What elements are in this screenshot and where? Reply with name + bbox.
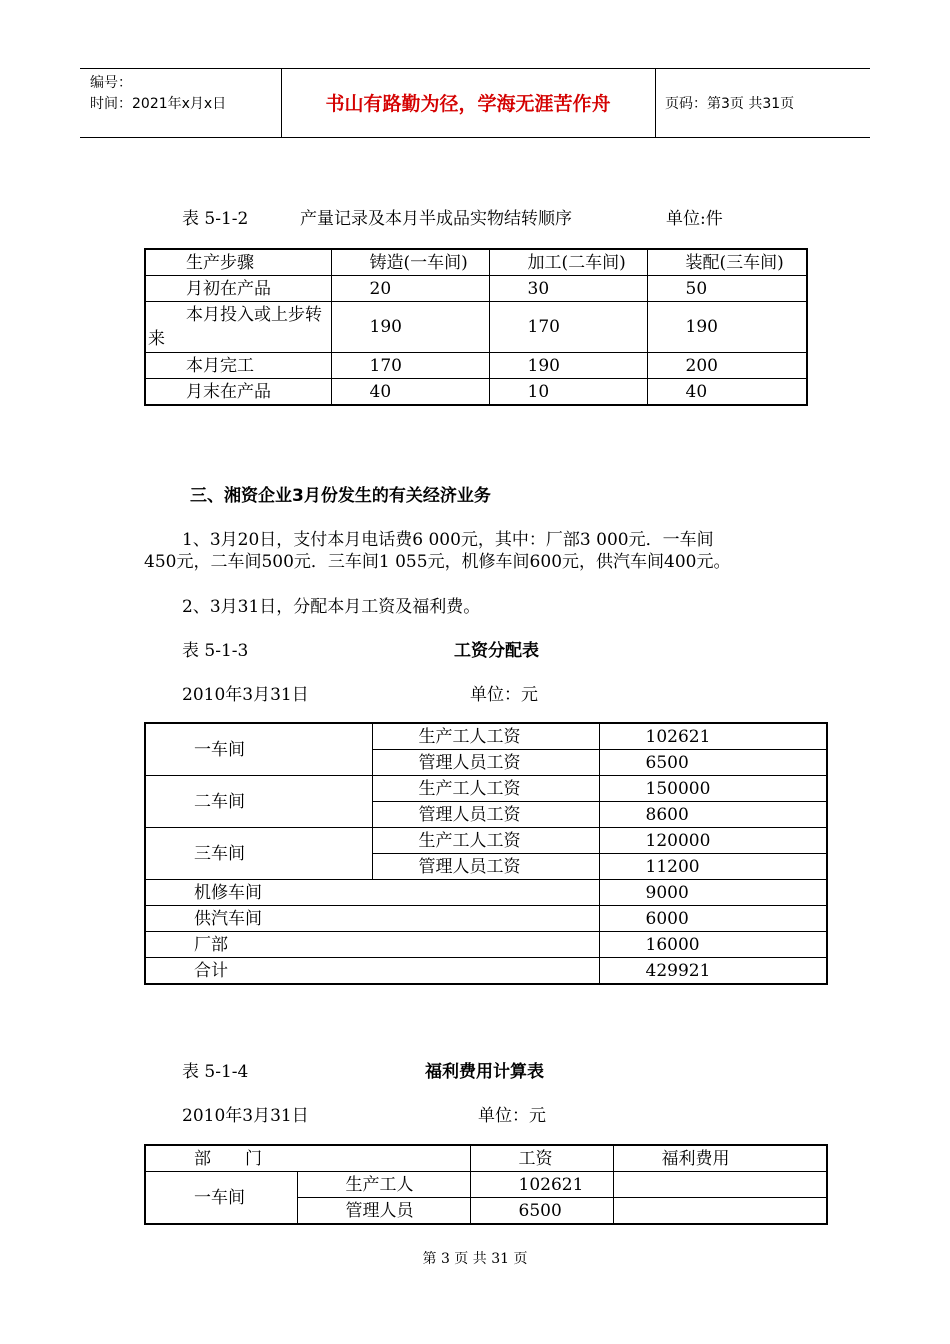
welfare-calculation-table xyxy=(144,1144,828,1225)
table-row xyxy=(145,379,807,406)
item-cell: 管理人员 xyxy=(297,1198,470,1225)
header-cell: 加工(二车间) xyxy=(489,249,647,276)
value-cell: 102621 xyxy=(470,1172,613,1198)
table-cell: 50 xyxy=(647,276,807,302)
item-cell: 生产工人工资 xyxy=(372,776,599,802)
department-cell: 一车间 xyxy=(145,1172,297,1225)
department-cell: 供汽车间 xyxy=(145,906,599,932)
item-cell: 管理人员工资 xyxy=(372,854,599,880)
table-cell: 本月投入或上步转来 xyxy=(145,302,331,353)
paragraph-line: 450元，二车间500元．三车间1 055元，机修车间600元，供汽车间400元。 xyxy=(144,552,731,572)
value-cell xyxy=(613,1172,827,1198)
item-cell: 管理人员工资 xyxy=(372,802,599,828)
value-cell: 120000 xyxy=(599,828,827,854)
table-cell: 20 xyxy=(331,276,489,302)
table-row xyxy=(145,776,827,802)
value-cell: 6500 xyxy=(599,750,827,776)
table3-date: 2010年3月31日 xyxy=(182,1106,309,1126)
section-heading: 三、湘资企业3月份发生的有关经济业务 xyxy=(190,486,491,506)
department-cell: 一车间 xyxy=(145,723,372,776)
value-cell: 150000 xyxy=(599,776,827,802)
table-row xyxy=(145,353,807,379)
value-cell: 9000 xyxy=(599,880,827,906)
department-cell: 二车间 xyxy=(145,776,372,828)
table2-caption-id: 表 5-1-3 xyxy=(182,641,249,661)
table-cell: 30 xyxy=(489,276,647,302)
table3-unit: 单位：元 xyxy=(478,1106,546,1126)
header-meta xyxy=(90,73,226,115)
production-table xyxy=(144,248,808,406)
paragraph-line: 2、3月31日，分配本月工资及福利费。 xyxy=(182,597,481,617)
wage-allocation-table xyxy=(144,722,828,985)
table2-caption-title: 工资分配表 xyxy=(454,641,539,661)
item-cell: 生产工人工资 xyxy=(372,723,599,750)
value-cell: 16000 xyxy=(599,932,827,958)
table-cell: 本月完工 xyxy=(145,353,331,379)
value-cell: 6500 xyxy=(470,1198,613,1225)
table-header-row xyxy=(145,249,807,276)
value-cell: 8600 xyxy=(599,802,827,828)
table-row xyxy=(145,302,807,353)
department-cell: 厂部 xyxy=(145,932,599,958)
header-motto: 书山有路勤为径，学海无涯苦作舟 xyxy=(325,93,611,115)
table-cell: 200 xyxy=(647,353,807,379)
table1-caption-unit: 单位:件 xyxy=(666,209,723,229)
table-row xyxy=(145,932,827,958)
table-cell: 40 xyxy=(647,379,807,406)
table-cell: 190 xyxy=(489,353,647,379)
table-header-row xyxy=(145,1145,827,1172)
table-row xyxy=(145,276,807,302)
total-label-cell: 合计 xyxy=(145,958,599,985)
item-cell: 管理人员工资 xyxy=(372,750,599,776)
table1-caption-id: 表 5-1-2 xyxy=(182,209,249,229)
table-row xyxy=(145,906,827,932)
item-cell: 生产工人 xyxy=(297,1172,470,1198)
page-number-label: 页码：第3页 共31页 xyxy=(665,96,795,112)
table-cell: 40 xyxy=(331,379,489,406)
table-cell: 10 xyxy=(489,379,647,406)
department-cell: 三车间 xyxy=(145,828,372,880)
table1-caption-title: 产量记录及本月半成品实物结转顺序 xyxy=(300,209,572,229)
table-cell: 月末在产品 xyxy=(145,379,331,406)
table-cell: 170 xyxy=(331,353,489,379)
total-value-cell: 429921 xyxy=(599,958,827,985)
table-cell: 170 xyxy=(489,302,647,353)
date-label: 时间：2021年x月x日 xyxy=(90,96,227,112)
header-cell: 福利费用 xyxy=(613,1145,827,1172)
value-cell: 11200 xyxy=(599,854,827,880)
number-label: 编号： xyxy=(90,75,132,91)
header-cell: 工资 xyxy=(470,1145,613,1172)
table3-caption-title: 福利费用计算表 xyxy=(425,1062,544,1082)
table-row xyxy=(145,880,827,906)
value-cell: 6000 xyxy=(599,906,827,932)
header-cell: 生产步骤 xyxy=(145,249,331,276)
header-cell: 部 门 xyxy=(145,1145,470,1172)
table-cell: 190 xyxy=(331,302,489,353)
item-cell: 生产工人工资 xyxy=(372,828,599,854)
table-row xyxy=(145,828,827,854)
table-row xyxy=(145,958,827,985)
page-footer: 第 3 页 共 31 页 xyxy=(422,1251,528,1267)
table3-caption-id: 表 5-1-4 xyxy=(182,1062,249,1082)
department-cell: 机修车间 xyxy=(145,880,599,906)
header-divider xyxy=(655,69,656,137)
header-cell: 装配(三车间) xyxy=(647,249,807,276)
table-row xyxy=(145,723,827,750)
table-row xyxy=(145,1172,827,1198)
table2-date: 2010年3月31日 xyxy=(182,685,309,705)
header-cell: 铸造(一车间) xyxy=(331,249,489,276)
table-cell: 190 xyxy=(647,302,807,353)
table2-unit: 单位：元 xyxy=(470,685,538,705)
page-header xyxy=(80,68,870,138)
value-cell xyxy=(613,1198,827,1225)
value-cell: 102621 xyxy=(599,723,827,750)
table-cell: 月初在产品 xyxy=(145,276,331,302)
paragraph-line: 1、3月20日，支付本月电话费6 000元，其中：厂部3 000元．一车间 xyxy=(182,530,714,550)
